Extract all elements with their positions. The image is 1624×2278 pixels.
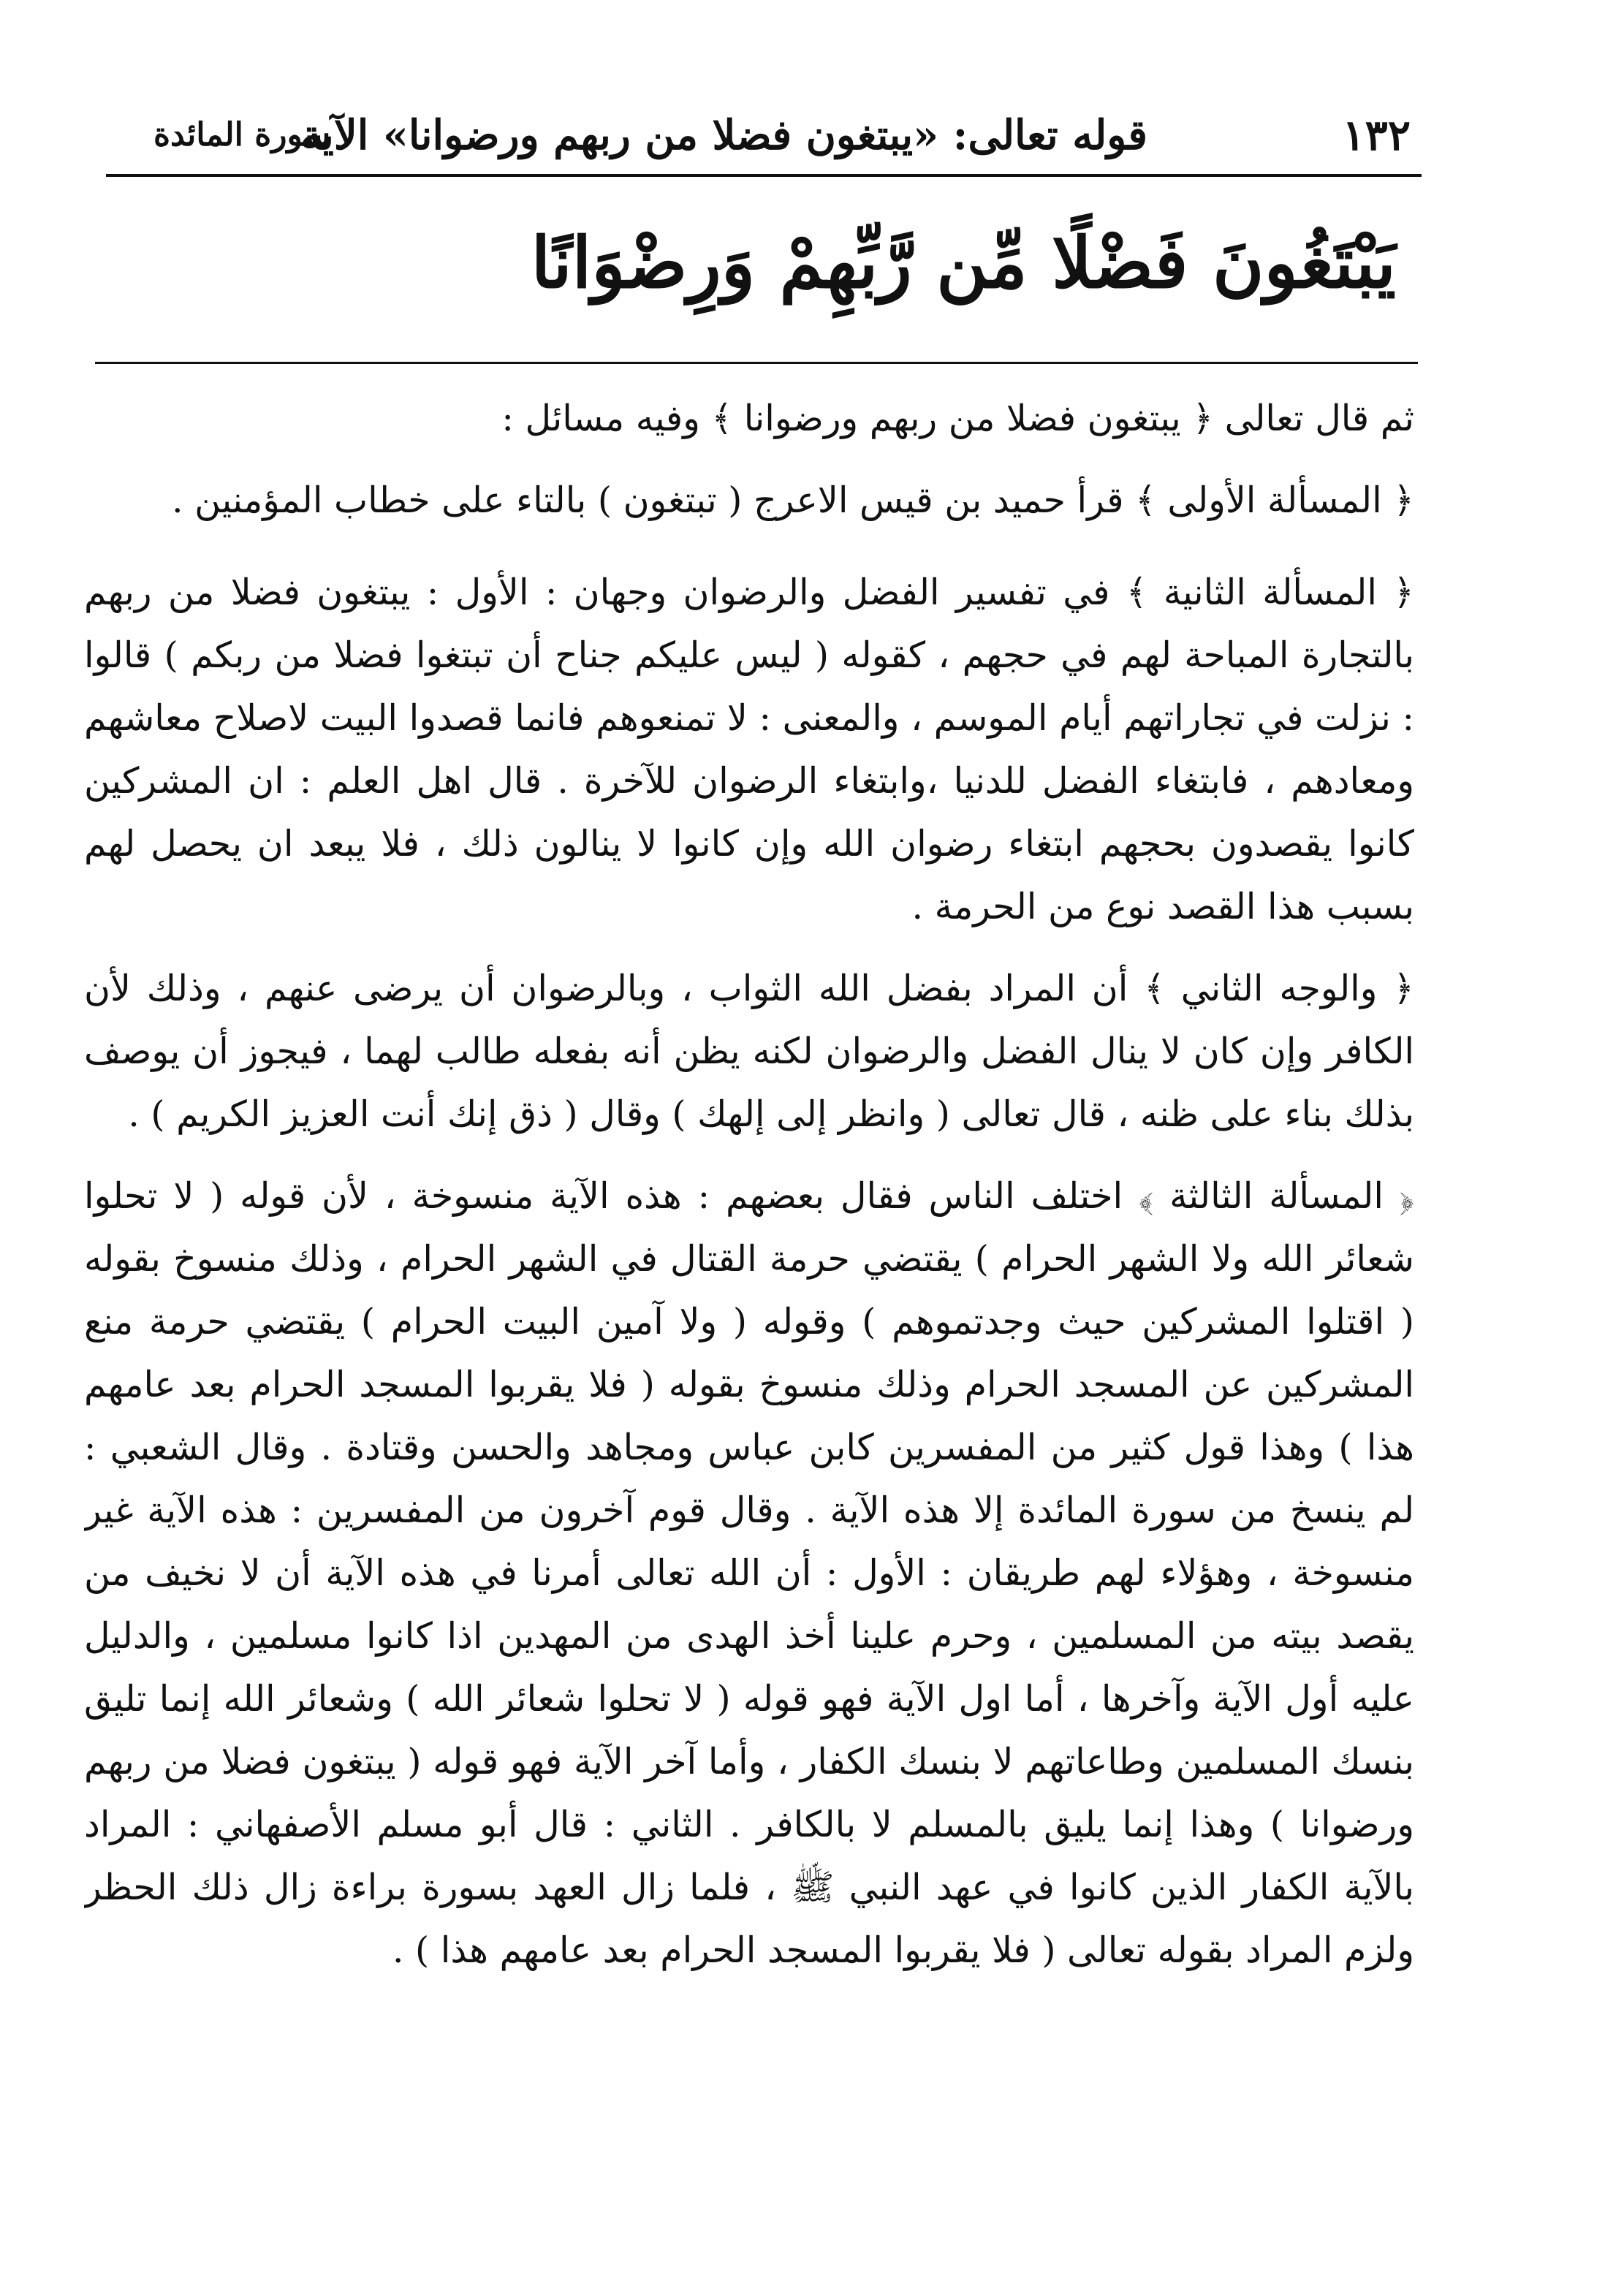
- paragraph-third-issue: ﴿ المسألة الثالثة ﴾ اختلف الناس فقال بعضهم : هذه الآية منسوخة ، لأن قوله ( لا تحلوا شعائر الله ولا الشهر الحرام ) يقتضي حرمة القتال في الشهر الحرام ، وذلك منسوخ بقوله ( اقتلوا المشركين حيث وجدتموهم ) وقوله ( ولا آمين البيت الحرام ) يقتضي حرمة منع المشركين عن المسجد الحرام وذلك منسوخ بقوله ( فلا يقربوا المسجد الحرام بعد عامهم هذا ) وهذا قول كثير من المفسرين كابن عباس ومجاهد والحسن وقتادة . وقال الشعبي : لم ينسخ من سورة المائدة إلا هذه الآية . وقال قوم آخرون من المفسرين : هذه الآية غير منسوخة ، وهؤلاء لهم طريقان : الأول : أن الله تعالى أمرنا في هذه الآية أن لا نخيف من يقصد بيته من المسلمين ، وحرم علينا أخذ الهدى من المهدين اذا كانوا مسلمين ، والدليل عليه أول الآية وآخرها ، أما اول الآية فهو قوله ( لا تحلوا شعائر الله ) وشعائر الله إنما تليق بنسك المسلمين وطاعاتهم لا بنسك الكفار ، وأما آخر الآية فهو قوله ( يبتغون فضلا من ربهم ورضوانا ) وهذا إنما يليق بالمسلم لا بالكافر . الثاني : قال أبو مسلم الأصفهاني : المراد بالآية الكفار الذين كانوا في عهد النبي ﷺ ، فلما زال العهد بسورة براءة زال ذلك الحظر ولزم المراد بقوله تعالى ( فلا يقربوا المسجد الحرام بعد عامهم هذا ) .: [84, 1175, 1414, 1971]
- paragraph-intro: ثم قال تعالى ﴿ يبتغون فضلا من ربهم ورضوانا ﴾ وفيه مسائل :: [501, 398, 1414, 439]
- paragraph-second-issue: ﴿ المسألة الثانية ﴾ في تفسير الفضل والرضوان وجهان : الأول : يبتغون فضلا من ربهم بالتجارة المباحة لهم في حجهم ، كقوله ( ليس عليكم جناح أن تبتغوا فضلا من ربكم ) قالوا : نزلت في تجاراتهم أيام الموسم ، والمعنى : لا تمنعوهم فانما قصدوا البيت لاصلاح معاشهم ومعادهم ، فابتغاء الفضل للدنيا ،وابتغاء الرضوان للآخرة . قال اهل العلم : ان المشركين كانوا يقصدون بحجهم ابتغاء رضوان الله وإن كانوا لا ينالون ذلك ، فلا يبعد ان يحصل لهم بسبب هذا القصد نوع من الحرمة .: [84, 572, 1414, 927]
- header-divider: [106, 174, 1422, 177]
- surah-name: سورة المائدة: [153, 116, 331, 153]
- paragraph-first-issue: ﴿ المسألة الأولى ﴾ قرأ حميد بن قيس الاعرج ( تبتغون ) بالتاء على خطاب المؤمنين .: [172, 479, 1414, 521]
- header-title: قوله تعالى: «يبتغون فضلا من ربهم ورضوانا» الآية: [300, 111, 1147, 159]
- verse-divider: [95, 362, 1418, 364]
- paragraph-second-aspect: ﴿ والوجه الثاني ﴾ أن المراد بفضل الله الثواب ، وبالرضوان أن يرضى عنهم ، وذلك لأن الكافر وإن كان لا ينال الفضل والرضوان لكنه يظن أنه بفعله طالب لهما ، فيجوز أن يوصف بذلك بناء على ظنه ، قال تعالى ( وانظر إلى إلهك ) وقال ( ذق إنك أنت العزيز الكريم ) .: [84, 968, 1414, 1135]
- running-header: [110, 102, 1411, 168]
- page-number: ١٣٢: [1342, 110, 1411, 160]
- verse-title: يَبْتَغُونَ فَضْلًا مِّن رَّبِّهِمْ وَرِضْوَانًا: [531, 221, 1396, 304]
- body-text: [84, 387, 1414, 2200]
